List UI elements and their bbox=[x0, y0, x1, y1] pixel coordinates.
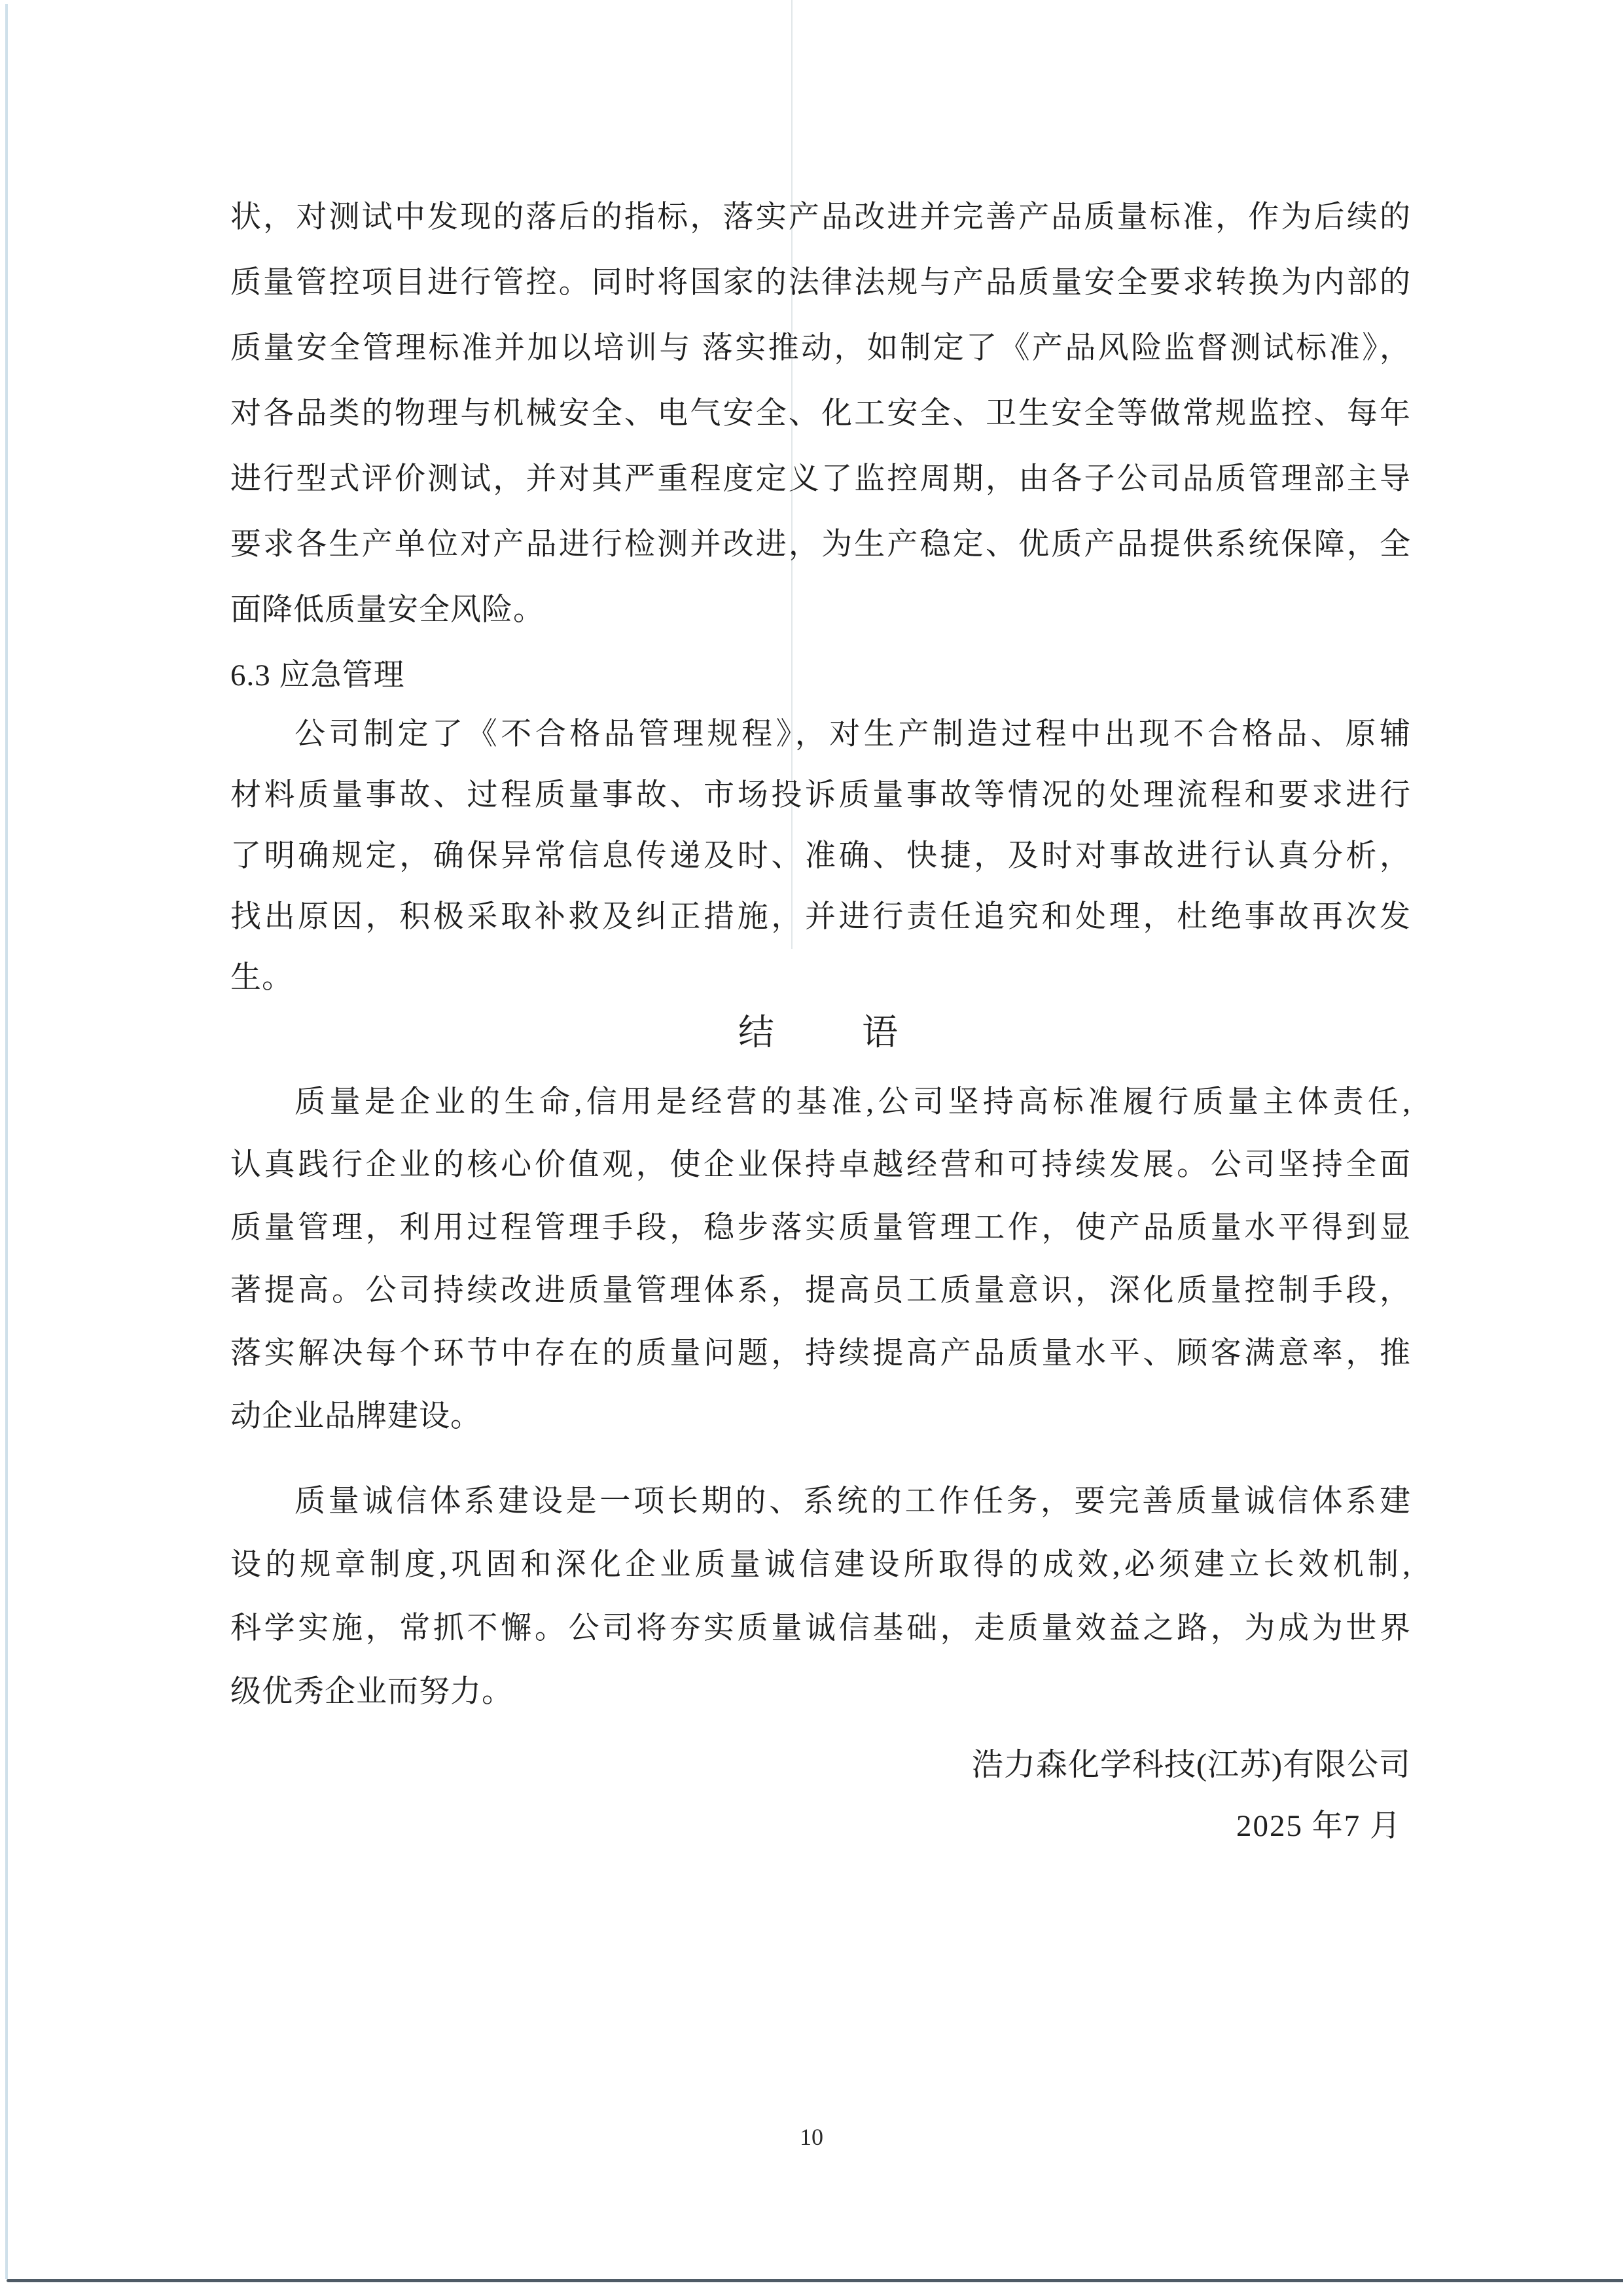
text-line: 质量管控项目进行管控。同时将国家的法律法规与产品质量安全要求转换为内部的 bbox=[230, 266, 1411, 300]
section-heading-6-3: 6.3 应急管理 bbox=[230, 658, 405, 692]
text-line: 质量管理，利用过程管理手段，稳步落实质量管理工作，使产品质量水平得到显 bbox=[230, 1211, 1411, 1245]
text-line: 科学实施，常抓不懈。公司将夯实质量诚信基础，走质量效益之路，为成为世界 bbox=[230, 1611, 1411, 1645]
page-number: 10 bbox=[800, 2124, 823, 2150]
text-line: 级优秀企业而努力。 bbox=[230, 1675, 513, 1709]
text-line: 材料质量事故、过程质量事故、市场投诉质量事故等情况的处理流程和要求进行 bbox=[230, 778, 1411, 812]
text-line: 动企业品牌建设。 bbox=[230, 1399, 482, 1433]
text-line: 落实解决每个环节中存在的质量问题，持续提高产品质量水平、顾客满意率，推 bbox=[230, 1336, 1411, 1371]
text-line: 质量安全管理标准并加以培训与 落实推动，如制定了《产品风险监督测试标准》， bbox=[230, 331, 1411, 365]
text-line: 质量诚信体系建设是一项长期的、系统的工作任务，要完善质量诚信体系建 bbox=[294, 1484, 1411, 1518]
text-line: 公司制定了《不合格品管理规程》，对生产制造过程中出现不合格品、原辅 bbox=[294, 717, 1411, 751]
conclusion-heading: 结 语 bbox=[738, 1013, 903, 1052]
text-line: 认真践行企业的核心价值观，使企业保持卓越经营和可持续发展。公司坚持全面 bbox=[230, 1148, 1411, 1182]
text-line: 了明确规定，确保异常信息传递及时、准确、快捷，及时对事故进行认真分析， bbox=[230, 839, 1411, 873]
text-line: 状，对测试中发现的落后的指标，落实产品改进并完善产品质量标准，作为后续的 bbox=[230, 200, 1411, 234]
text-line: 著提高。公司持续改进质量管理体系，提高员工质量意识，深化质量控制手段， bbox=[230, 1274, 1411, 1308]
text-line: 质量是企业的生命,信用是经营的基准,公司坚持高标准履行质量主体责任, bbox=[294, 1085, 1411, 1119]
scan-edge-line-left bbox=[5, 4, 8, 2279]
text-line: 生。 bbox=[230, 961, 293, 995]
report-date: 2025 年7 月 bbox=[1236, 1809, 1402, 1843]
text-line: 设的规章制度,巩固和深化企业质量诚信建设所取得的成效,必须建立长效机制, bbox=[230, 1548, 1411, 1582]
scan-edge-line-bottom bbox=[7, 2279, 1623, 2282]
text-line: 要求各生产单位对产品进行检测并改进，为生产稳定、优质产品提供系统保障，全 bbox=[230, 528, 1411, 562]
company-signature: 浩力森化学科技(江苏)有限公司 bbox=[972, 1748, 1411, 1782]
text-line: 对各品类的物理与机械安全、电气安全、化工安全、卫生安全等做常规监控、每年 bbox=[230, 397, 1411, 431]
text-line: 进行型式评价测试，并对其严重程度定义了监控周期，由各子公司品质管理部主导 bbox=[230, 462, 1411, 496]
text-line: 面降低质量安全风险。 bbox=[230, 593, 544, 627]
text-line: 找出原因，积极采取补救及纠正措施，并进行责任追究和处理，杜绝事故再次发 bbox=[230, 900, 1411, 934]
